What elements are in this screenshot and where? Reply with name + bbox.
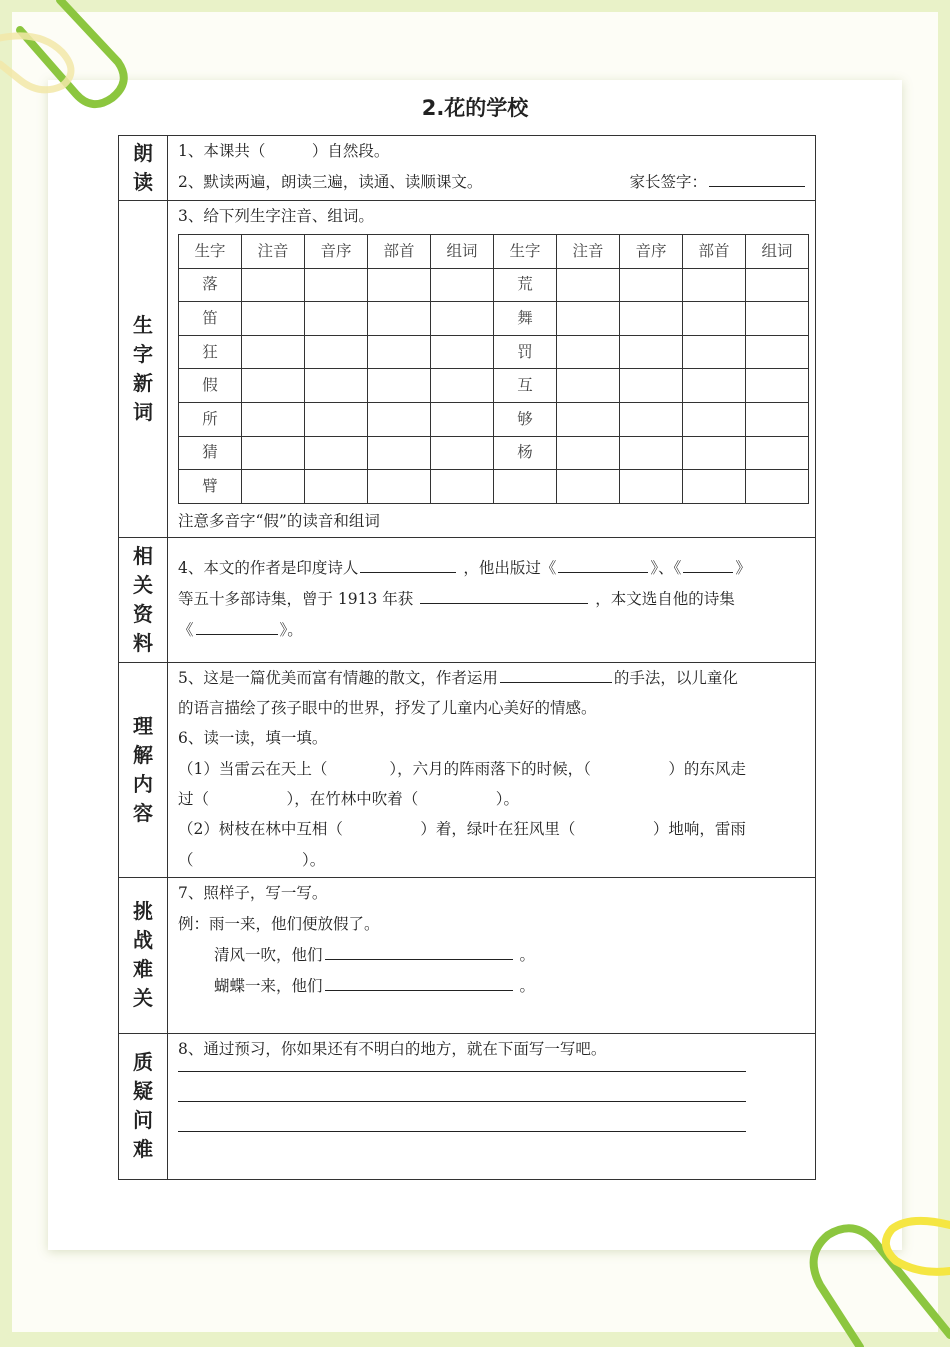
answer-cell[interactable] (242, 335, 305, 369)
book-blank-1[interactable] (558, 554, 648, 573)
answer-cell[interactable] (746, 470, 809, 504)
label-char: 质 (133, 1050, 153, 1075)
answer-cell[interactable] (431, 268, 494, 302)
label-char: 关 (133, 572, 153, 597)
answer-cell[interactable] (557, 436, 620, 470)
answer-cell[interactable] (368, 402, 431, 436)
label-char: 朗 (133, 141, 153, 165)
table-row (179, 302, 809, 336)
label-char: 关 (133, 986, 153, 1011)
question-6-part-1b: 过（ ），在竹林中吹着（ ）。 (178, 789, 520, 808)
section-label-understanding (119, 662, 168, 877)
answer-cell[interactable] (368, 335, 431, 369)
char-cell: 够 (494, 402, 557, 436)
answer-cell[interactable] (431, 470, 494, 504)
answer-cell[interactable] (683, 335, 746, 369)
label-char: 战 (133, 928, 153, 953)
question-6-part-2a: （2）树枝在林中互相（ ）着，绿叶在狂风里（ ）地响，雷雨 (178, 820, 746, 839)
award-blank[interactable] (420, 585, 588, 604)
answer-cell[interactable] (683, 470, 746, 504)
answer-cell[interactable] (620, 268, 683, 302)
question-7: 7、照样子，写一写。 (178, 883, 328, 902)
question-5-line-2: 的语言描绘了孩子眼中的世界，抒发了儿童内心美好的情感。 (178, 699, 597, 718)
section-materials (119, 537, 816, 662)
question-4-line-1 (178, 553, 807, 584)
answer-cell[interactable] (557, 268, 620, 302)
answer-cell[interactable] (683, 402, 746, 436)
header-cell: 生字 (179, 235, 242, 269)
q4-text: 4、本文的作者是印度诗人 (178, 559, 359, 578)
q4-text: 》。 (279, 621, 303, 640)
char-cell: 所 (179, 402, 242, 436)
label-char: 难 (133, 1137, 153, 1162)
page-title: 2.花的学校 (421, 96, 529, 120)
sentence-end: 。 (519, 976, 535, 995)
answer-cell[interactable] (305, 268, 368, 302)
q4-text: 》 (735, 559, 751, 578)
answer-cell[interactable] (557, 369, 620, 403)
sentence-2-blank[interactable] (325, 972, 513, 991)
answer-cell[interactable] (557, 470, 620, 504)
answer-cell[interactable] (746, 369, 809, 403)
answer-cell[interactable] (620, 402, 683, 436)
table-row (179, 369, 809, 403)
question-2 (178, 167, 807, 198)
answer-cell[interactable] (431, 402, 494, 436)
q5-text: 5、这是一篇优美而富有情趣的散文，作者运用 (178, 668, 498, 687)
question-6-part-1a: （1）当雷云在天上（ ），六月的阵雨落下的时候，（ ）的东风走 (178, 759, 746, 778)
character-table (178, 234, 809, 504)
table-row (179, 470, 809, 504)
parent-signature (629, 167, 807, 198)
answer-cell[interactable] (620, 335, 683, 369)
q4-text: 》、《 (650, 559, 682, 578)
character-table-header (179, 235, 809, 269)
q4-text: ，本文选自他的诗集 (595, 590, 735, 609)
label-char: 词 (133, 399, 153, 424)
answer-cell[interactable] (368, 268, 431, 302)
worksheet-table (118, 135, 816, 1180)
answer-cell[interactable] (746, 402, 809, 436)
label-char: 内 (133, 771, 153, 796)
answer-cell[interactable] (368, 302, 431, 336)
answer-cell[interactable] (242, 470, 305, 504)
answer-cell[interactable] (242, 369, 305, 403)
label-char: 难 (133, 957, 153, 982)
question-6: 6、读一读，填一填。 (178, 729, 328, 748)
polyphone-note: 注意多音字“假”的读音和组词 (178, 511, 380, 530)
technique-blank[interactable] (500, 664, 612, 683)
label-char: 疑 (133, 1079, 153, 1104)
char-cell: 臂 (179, 470, 242, 504)
sentence-end: 。 (519, 945, 535, 964)
char-cell: 笛 (179, 302, 242, 336)
answer-cell[interactable] (242, 302, 305, 336)
answer-cell[interactable] (368, 470, 431, 504)
section-label-challenge (119, 877, 168, 1033)
answer-cell[interactable] (683, 302, 746, 336)
answer-cell[interactable] (305, 302, 368, 336)
char-cell: 罚 (494, 335, 557, 369)
sentence-1 (178, 940, 807, 971)
question-4-line-3 (178, 615, 807, 646)
label-char: 料 (133, 630, 153, 655)
answer-cell[interactable] (746, 302, 809, 336)
answer-cell[interactable] (557, 402, 620, 436)
label-char: 容 (133, 800, 153, 825)
label-char: 资 (133, 601, 153, 626)
char-cell (494, 470, 557, 504)
example-sentence: 例：雨一来，他们便放假了。 (178, 914, 380, 933)
sentence-prompt: 清风一吹，他们 (214, 945, 323, 964)
label-char: 读 (133, 170, 153, 194)
label-char: 理 (133, 713, 153, 738)
label-char: 相 (133, 543, 153, 568)
answer-cell[interactable] (620, 302, 683, 336)
sentence-1-blank[interactable] (325, 941, 513, 960)
section-label-materials (119, 537, 168, 662)
sentence-prompt: 蝴蝶一来，他们 (214, 976, 323, 995)
header-cell: 组词 (746, 235, 809, 269)
section-label-vocab (119, 201, 168, 538)
header-cell: 注音 (242, 235, 305, 269)
poet-blank[interactable] (360, 554, 456, 573)
answer-cell[interactable] (305, 470, 368, 504)
section-questions (119, 1033, 816, 1179)
table-row (179, 402, 809, 436)
char-cell: 假 (179, 369, 242, 403)
header-cell: 组词 (431, 235, 494, 269)
question-2-text: 2、默读两遍，朗读三遍，读通、读顺课文。 (178, 173, 483, 191)
table-row (179, 268, 809, 302)
answer-cell[interactable] (242, 268, 305, 302)
signature-field[interactable] (709, 168, 805, 187)
char-cell: 落 (179, 268, 242, 302)
answer-cell[interactable] (431, 436, 494, 470)
answer-cell[interactable] (620, 436, 683, 470)
header-cell: 部首 (683, 235, 746, 269)
char-cell: 狂 (179, 335, 242, 369)
answer-cell[interactable] (746, 335, 809, 369)
answer-cell[interactable] (557, 302, 620, 336)
label-char: 新 (133, 370, 153, 395)
q4-text: ，他出版过《 (463, 559, 557, 578)
char-cell: 舞 (494, 302, 557, 336)
answer-cell[interactable] (746, 268, 809, 302)
answer-cell[interactable] (242, 436, 305, 470)
header-cell: 注音 (557, 235, 620, 269)
answer-line[interactable] (178, 1065, 746, 1072)
collection-blank[interactable] (196, 616, 278, 635)
answer-cell[interactable] (683, 369, 746, 403)
section-vocab (119, 201, 816, 538)
char-cell: 互 (494, 369, 557, 403)
answer-line[interactable] (178, 1072, 746, 1102)
question-4-line-2 (178, 584, 807, 615)
answer-cell[interactable] (431, 335, 494, 369)
answer-cell[interactable] (305, 369, 368, 403)
answer-cell[interactable] (368, 369, 431, 403)
signature-label: 家长签字： (629, 173, 707, 191)
answer-cell[interactable] (305, 335, 368, 369)
answer-cell[interactable] (431, 302, 494, 336)
label-char: 问 (133, 1108, 153, 1133)
answer-cell[interactable] (557, 335, 620, 369)
label-char: 挑 (133, 899, 153, 924)
label-char: 字 (133, 341, 153, 366)
section-challenge (119, 877, 816, 1033)
section-understanding (119, 662, 816, 877)
label-char: 解 (133, 742, 153, 767)
header-cell: 音序 (305, 235, 368, 269)
q4-text: 等五十多部诗集，曾于 1913 年获 (178, 590, 414, 609)
book-blank-2[interactable] (683, 554, 733, 573)
question-8: 8、通过预习，你如果还有不明白的地方，就在下面写一写吧。 (178, 1039, 607, 1058)
question-5-line-1 (178, 663, 807, 693)
char-cell: 猜 (179, 436, 242, 470)
header-cell: 生字 (494, 235, 557, 269)
char-cell: 荒 (494, 268, 557, 302)
section-label-reading (119, 136, 168, 201)
q4-text: 《 (178, 621, 194, 640)
answer-cell[interactable] (746, 436, 809, 470)
question-6-part-2b: （ ）。 (178, 850, 326, 869)
answer-cell[interactable] (305, 402, 368, 436)
answer-cell[interactable] (305, 436, 368, 470)
question-1: 1、本课共（ ）自然段。 (178, 142, 390, 160)
answer-line[interactable] (178, 1102, 746, 1132)
sentence-2 (178, 971, 807, 1002)
answer-cell[interactable] (431, 369, 494, 403)
question-3: 3、给下列生字注音、组词。 (178, 207, 374, 225)
answer-cell[interactable] (683, 268, 746, 302)
paperclip-bottom-right-icon (800, 1195, 950, 1347)
section-reading (119, 136, 816, 201)
label-char: 生 (133, 312, 153, 337)
answer-cell[interactable] (368, 436, 431, 470)
char-cell: 杨 (494, 436, 557, 470)
table-row (179, 335, 809, 369)
section-label-questions (119, 1033, 168, 1179)
answer-cell[interactable] (683, 436, 746, 470)
answer-cell[interactable] (620, 369, 683, 403)
header-cell: 部首 (368, 235, 431, 269)
q5-text: 的手法，以儿童化 (613, 668, 738, 687)
answer-cell[interactable] (620, 470, 683, 504)
header-cell: 音序 (620, 235, 683, 269)
answer-cell[interactable] (242, 402, 305, 436)
table-row (179, 436, 809, 470)
